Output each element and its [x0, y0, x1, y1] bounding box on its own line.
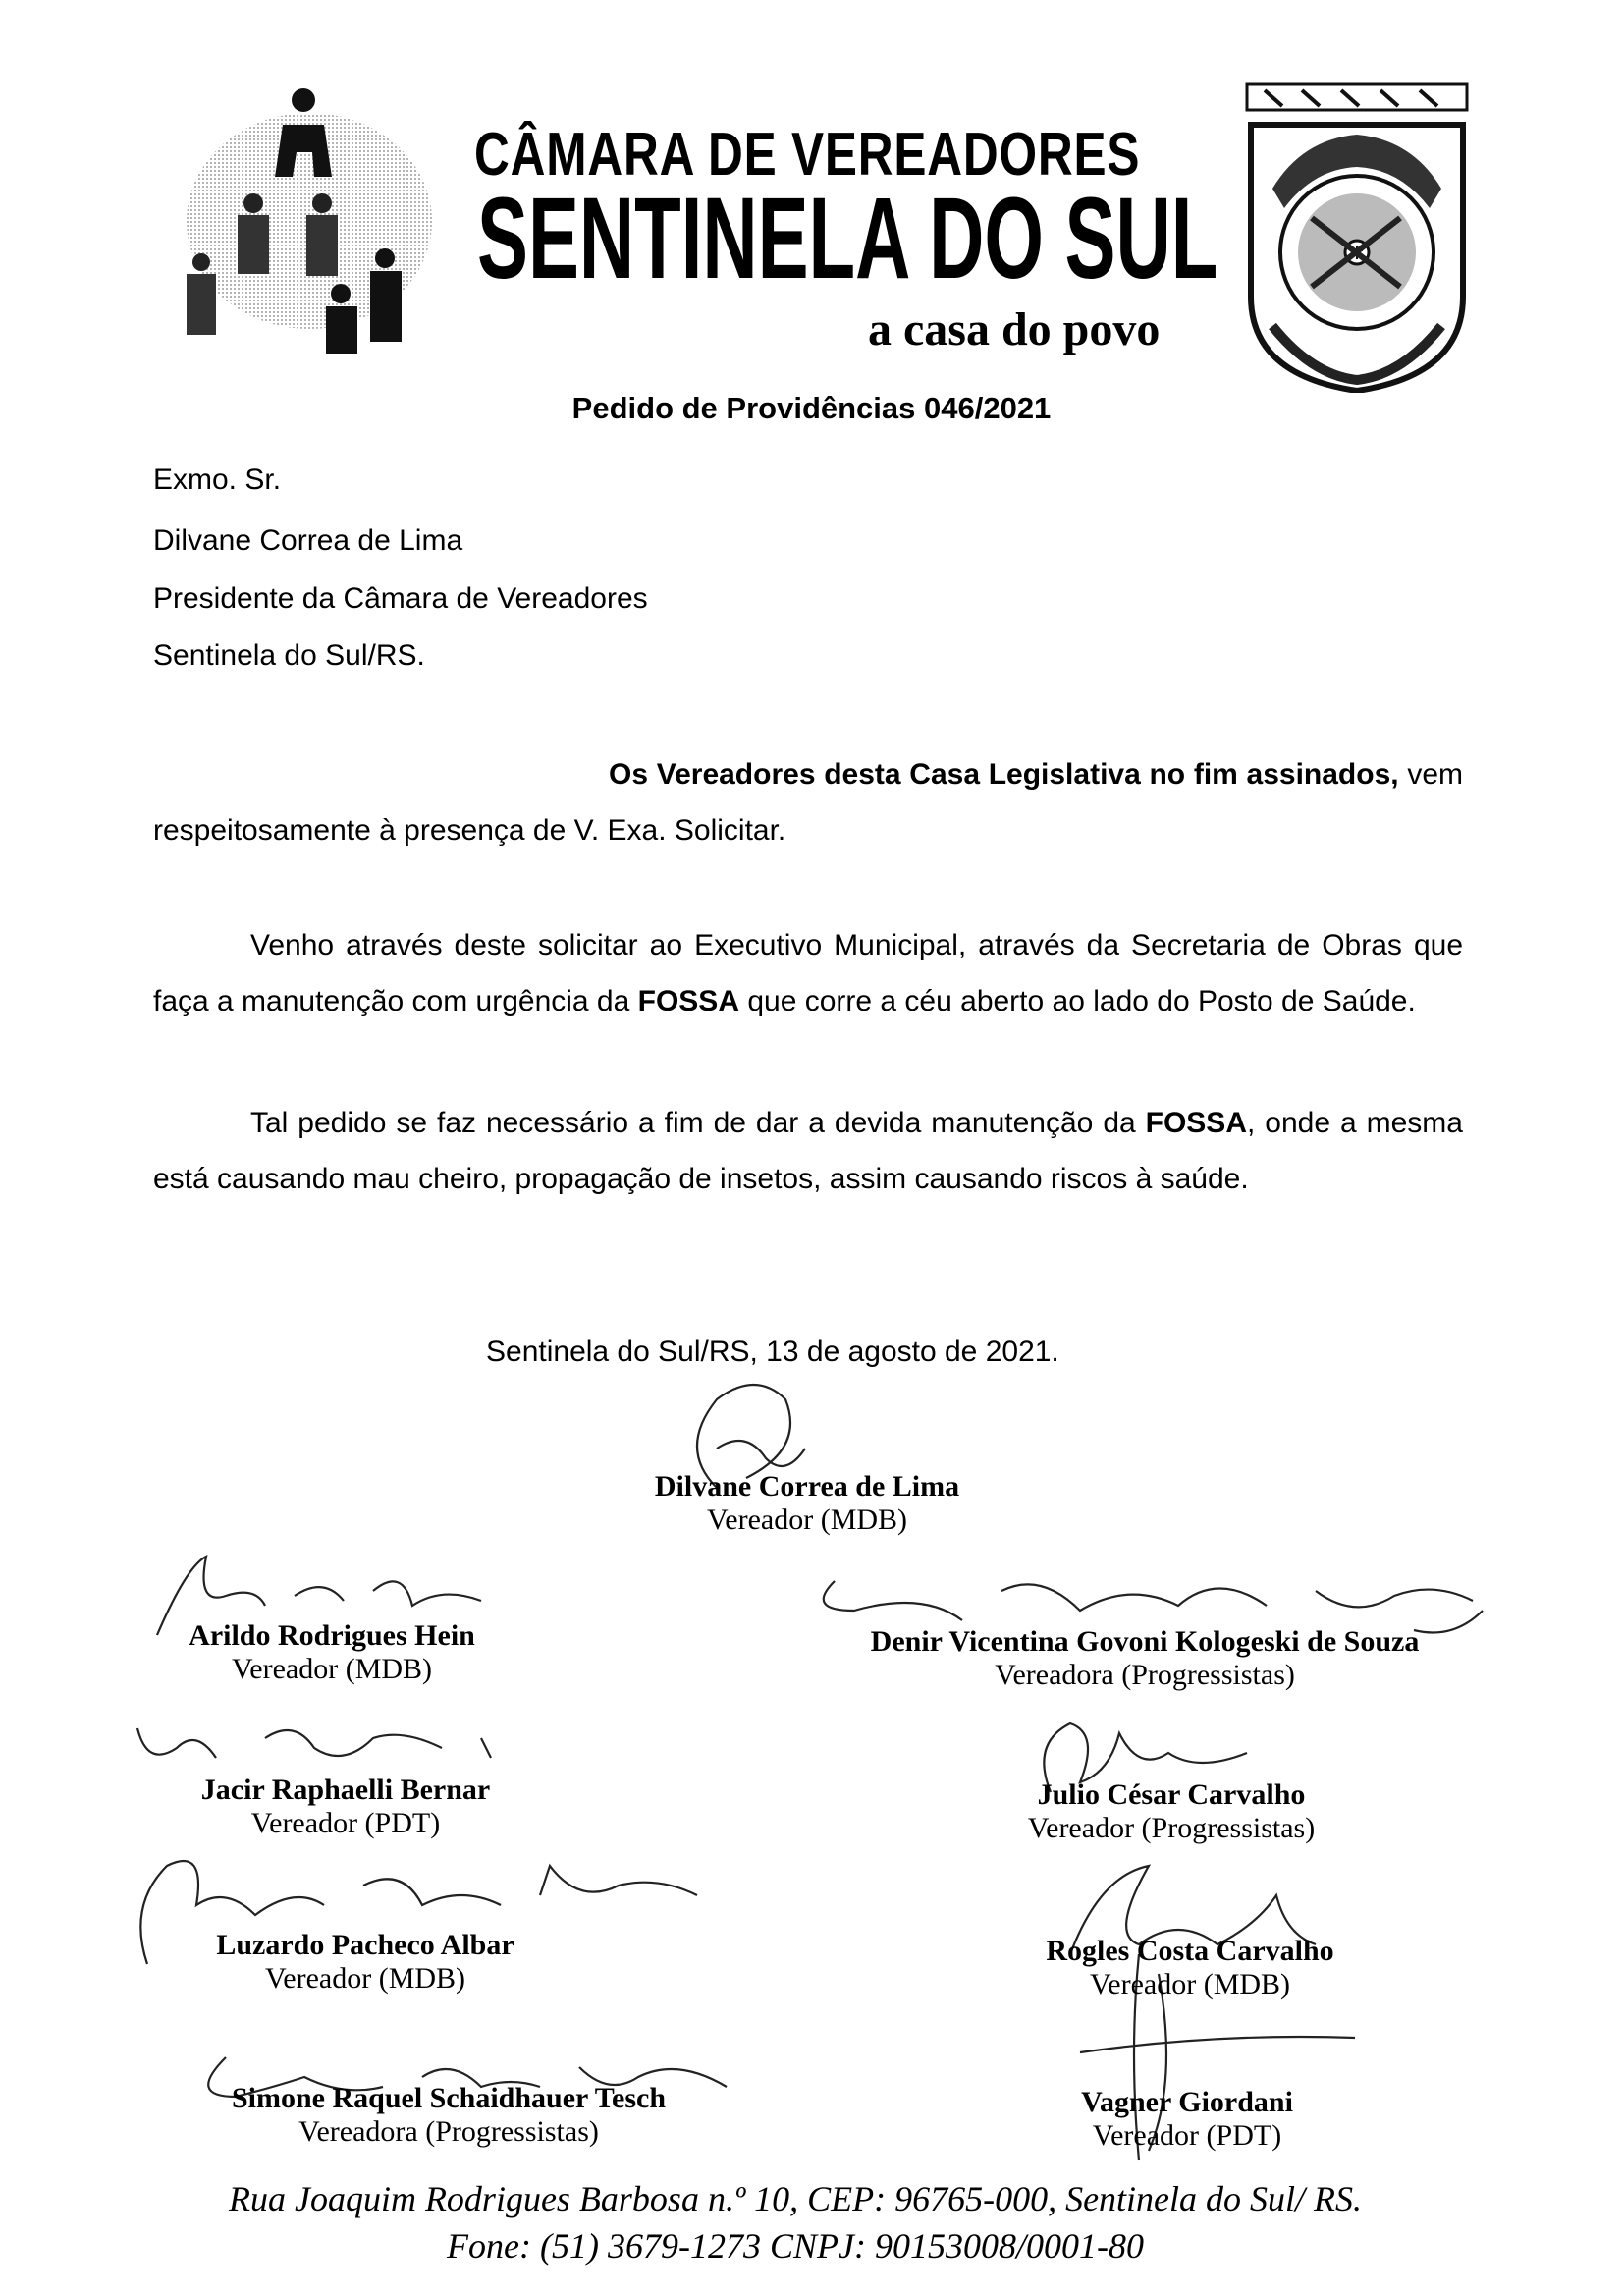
signatory-name: Simone Raquel Schaidhauer Tesch	[231, 2082, 667, 2114]
signatory-name: Denir Vicentina Govoni Kologeski de Souza	[870, 1625, 1420, 1658]
signature-block-simone	[232, 2082, 666, 2149]
signature-block-julio	[1028, 1778, 1315, 1845]
justification-text: Tal pedido se faz necessário a fim de dar a devida manutenção da	[250, 1107, 1146, 1139]
header-chamber-title: CÂMARA DE VEREADORES	[474, 121, 1141, 189]
signature-block-vagner	[1081, 2086, 1293, 2153]
signature-block-arildo	[189, 1619, 475, 1686]
signatory-role: Vereador (MDB)	[1089, 1968, 1291, 2000]
document-title: Pedido de Providências 046/2021	[571, 391, 1052, 425]
municipal-coat-of-arms	[1243, 81, 1471, 393]
request-bold: FOSSA	[637, 985, 739, 1017]
addressee-salutation: Exmo. Sr.	[153, 464, 282, 496]
signatory-role: Vereador (MDB)	[706, 1503, 908, 1536]
signature-block-jacir	[201, 1774, 490, 1840]
signature-block-dilvane	[655, 1470, 959, 1537]
date-line: Sentinela do Sul/RS, 13 de agosto de 2021.	[486, 1336, 1059, 1368]
signature-block-denir	[871, 1625, 1420, 1692]
signatory-name: Dilvane Correa de Lima	[654, 1470, 960, 1503]
signatory-role: Vereador (MDB)	[264, 1962, 466, 1995]
signature-scribble-jacir	[128, 1709, 520, 1777]
request-text-end: que corre a céu aberto ao lado do Posto de Saúde.	[739, 985, 1416, 1017]
signatory-role: Vereador (PDT)	[250, 1807, 441, 1839]
header-slogan: a casa do povo	[868, 303, 1161, 355]
signatory-name: Arildo Rodrigues Hein	[189, 1619, 475, 1652]
intro-bold: Os Vereadores desta Casa Legislativa no fim assinados,	[609, 758, 1399, 791]
signatory-role: Vereadora (Progressistas)	[298, 2115, 599, 2148]
justification-paragraph	[153, 1095, 1463, 1207]
footer-contact: Fone: (51) 3679-1273 CNPJ: 90153008/0001-80	[447, 2226, 1144, 2266]
signature-block-luzardo	[216, 1929, 514, 1995]
justification-text-end: , onde a mesma está causando mau cheiro, propagação de insetos, assim causando riscos à saúde.	[153, 1107, 1463, 1195]
signatory-name: Luzardo Pacheco Albar	[216, 1929, 514, 1961]
chamber-people-logo	[167, 83, 442, 354]
signatory-name: Jacir Raphaelli Bernar	[200, 1774, 491, 1806]
request-text: Venho através deste solicitar ao Executivo Municipal, através da Secretaria de Obras que faça a manutenção com urgência da	[153, 929, 1463, 1017]
addressee-location: Sentinela do Sul/RS.	[153, 639, 425, 672]
addressee-title: Presidente da Câmara de Vereadores	[153, 582, 648, 615]
addressee-name: Dilvane Correa de Lima	[153, 524, 463, 557]
signatory-role: Vereador (Progressistas)	[1027, 1812, 1316, 1844]
header-city-name: SENTINELA DO SUL	[477, 174, 1218, 303]
justification-bold: FOSSA	[1145, 1107, 1247, 1139]
signatory-name: Vagner Giordani	[1081, 2086, 1293, 2118]
footer-address: Rua Joaquim Rodrigues Barbosa n.º 10, CEP: 96765-000, Sentinela do Sul/ RS.	[228, 2179, 1363, 2218]
signatory-role: Vereadora (Progressistas)	[995, 1659, 1295, 1691]
signatory-role: Vereador (PDT)	[1092, 2119, 1282, 2152]
signature-block-rogles	[1046, 1935, 1333, 2001]
signatory-name: Julio César Carvalho	[1037, 1778, 1306, 1811]
request-paragraph	[153, 917, 1463, 1029]
intro-paragraph	[153, 746, 1463, 858]
signatory-role: Vereador (MDB)	[231, 1653, 433, 1685]
signatory-name: Rogles Costa Carvalho	[1046, 1935, 1334, 1967]
intro-rest: vem respeitosamente à presença de V. Exa. Solicitar.	[153, 758, 1463, 847]
